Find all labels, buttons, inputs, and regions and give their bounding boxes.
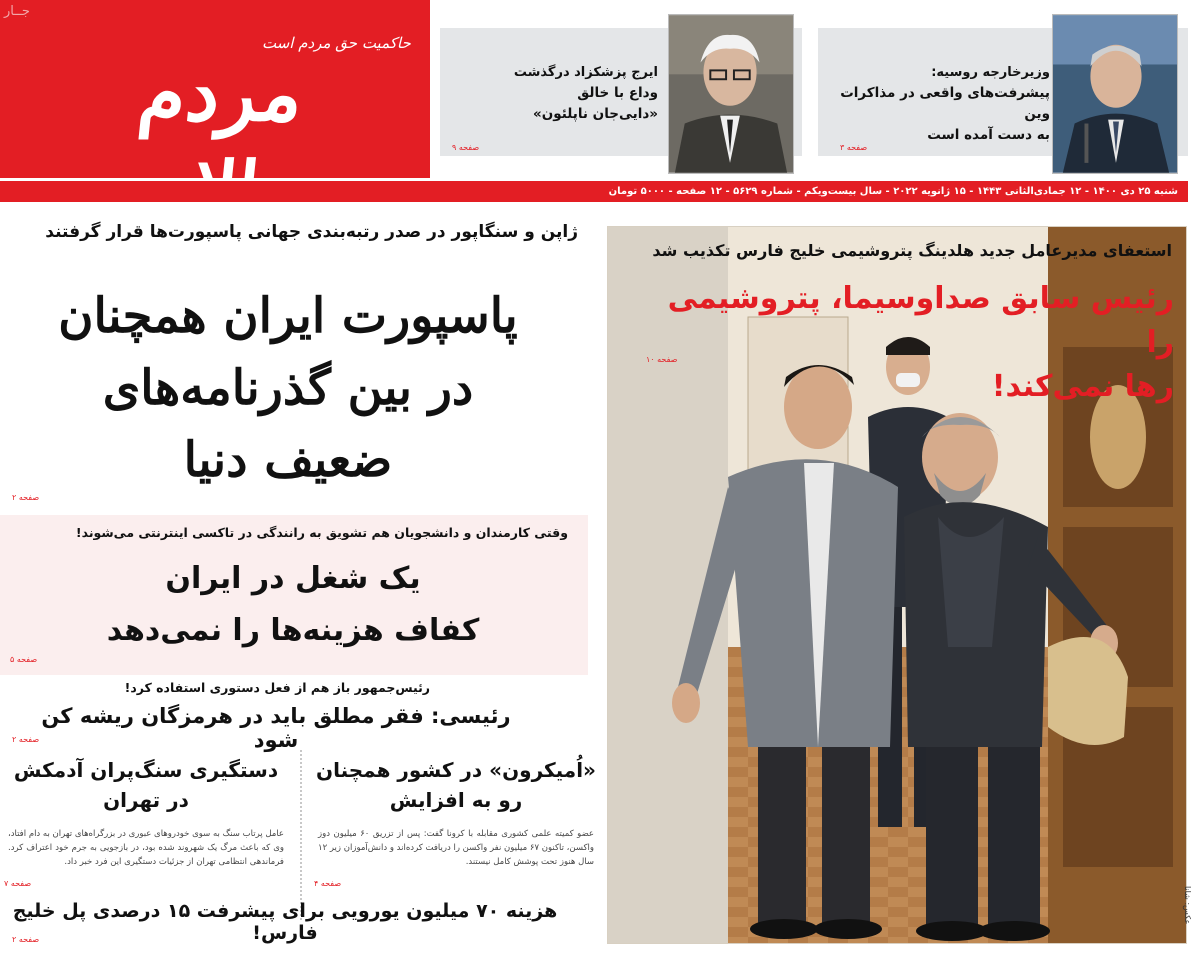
taxi-headline-line: کفاف هزینه‌ها را نمی‌دهد [106,613,480,648]
lead-headline-line: پاسپورت ایران همچنان [58,288,518,344]
source-watermark: جــار [4,4,30,19]
logo-box[interactable] [0,0,430,178]
teaser-line: پیشرفت‌های واقعی در مذاکرات وین [840,85,1050,122]
page-ref[interactable]: صفحه ۲ [12,935,40,944]
lavrov-photo [1052,14,1178,174]
page-ref[interactable]: صفحه ۲ [12,735,40,744]
arrest-headline-line: در تهران [103,788,189,812]
bridge-headline[interactable]: هزینه ۷۰ میلیون یورویی برای پیشرفت ۱۵ درصدی پل خلیج فارس! [12,900,558,944]
news-column [0,210,600,966]
arrest-headline [6,755,286,815]
teaser-pezeshkzad[interactable] [440,28,802,156]
page-ref[interactable]: صفحه ۳ [840,143,868,152]
omicron-headline [316,755,596,815]
masthead [0,0,1200,205]
teaser-line: به دست آمده است [927,127,1050,143]
page-ref[interactable]: صفحه ۹ [452,143,480,152]
omicron-body: عضو کمیته علمی کشوری مقابله با کرونا گفت: پس از تزریق ۶۰ میلیون دوز واکسن، تاکنون ۶۷ میلیون نفر واکسن را دریافت کرده‌اند و دانش‌آموزان زیر ۱۲ سال هنوز تحت پوشش کامل نیستند. [318,829,595,867]
page-ref[interactable]: صفحه ۱۰ [646,355,678,364]
arrest-story[interactable] [0,755,290,910]
logo-wordmark: مردم [134,49,308,138]
lead-kicker: ژاپن و سنگاپور در صدر رتبه‌بندی جهانی پاسپورت‌ها قرار گرفتند [45,222,578,242]
president-headline[interactable]: رئیسی: فقر مطلق باید در هرمزگان ریشه کن شود [41,704,511,752]
arrest-headline-line: دستگیری سنگ‌پران آدمکش [13,758,279,782]
photo-story[interactable] [607,226,1187,944]
teaser-lavrov[interactable] [818,28,1188,156]
teaser-text [830,62,1050,146]
president-kicker: رئیس‌جمهور باز هم از فعل دستوری استفاده کرد! [124,680,430,695]
page-ref[interactable]: صفحه ۲ [12,493,40,502]
photo-kicker: استعفای مدیرعامل جدید هلدینگ پتروشیمی خلیج فارس تکذیب شد [652,241,1172,260]
teaser-line: «دایی‌جان ناپلئون» [533,106,658,122]
page-ref[interactable]: صفحه ۷ [4,879,32,888]
lead-headline-line: ضعیف دنیا [183,432,393,488]
photo-headline-line: رها نمی‌کند! [991,369,1174,404]
teaser-text [448,62,658,125]
omicron-headline-line: رو به افزایش [389,788,523,812]
teaser-line: وداع با خالق [577,85,658,101]
dateline-bar: شنبه ۲۵ دی ۱۴۰۰ - ۱۲ جمادی‌الثانی ۱۴۴۳ - ۱۵ ژانویه ۲۰۲۲ - سال بیست‌ویکم - شماره ۵۶۲۹ - ۱۲ صفحه - ۵۰۰۰ تومان [0,181,1188,202]
page-ref[interactable]: صفحه ۵ [10,655,38,664]
omicron-story[interactable] [310,755,600,910]
teaser-kicker: وزیرخارجه روسیه: [931,65,1050,80]
lead-headline[interactable] [8,280,568,496]
taxi-kicker: وقتی کارمندان و دانشجویان هم تشویق به رانندگی در تاکسی اینترنتی می‌شوند! [75,525,568,540]
teaser-kicker: ایرج پزشکزاد درگذشت [513,65,658,80]
taxi-headline [48,553,538,657]
column-divider [300,750,302,920]
photo-credit: عکس: شانا [1183,886,1192,925]
logo-tagline: حاکمیت حق مردم است [262,34,411,52]
taxi-headline-line: یک شغل در ایران [165,561,421,596]
photo-headline[interactable] [634,277,1174,409]
pezeshkzad-photo [668,14,794,174]
omicron-headline-line: «اُمیکرون» در کشور همچنان [316,758,596,782]
lead-headline-line: در بین گذرنامه‌های [102,360,474,416]
taxi-story-box[interactable] [0,515,588,675]
page-ref[interactable]: صفحه ۴ [314,879,342,888]
photo-headline-line: رئیس سابق صداوسیما، پتروشیمی را [667,281,1174,360]
arrest-body: عامل پرتاب سنگ به سوی خودروهای عبوری در بزرگراه‌های تهران به دام افتاد، وی که باعث مرگ یک شهروند شده بود، در بازجویی به جرم خود اعتراف کرد. فرماندهی انتظامی تهران از جزئیات دستگیری این فرد خبر داد. [8,829,284,867]
